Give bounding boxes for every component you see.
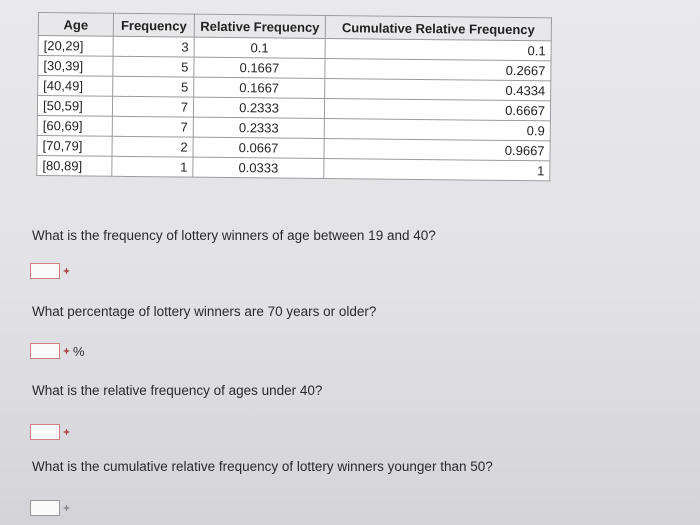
cell-frequency: 1: [112, 156, 193, 177]
cell-cumulative: 0.9667: [324, 139, 550, 161]
question-1-answer-row: [30, 263, 70, 279]
question-4-answer-row: [30, 500, 70, 516]
cell-relative: 0.2333: [193, 117, 324, 138]
cell-cumulative: 0.1: [325, 39, 551, 61]
header-frequency: Frequency: [113, 13, 194, 37]
asterisk-icon: [63, 429, 70, 436]
cell-relative: 0.1: [194, 37, 325, 58]
cell-cumulative: 0.2667: [325, 59, 551, 81]
percent-unit: %: [73, 343, 85, 359]
cell-age: [20,29]: [38, 36, 113, 57]
cell-age: [70,79]: [37, 135, 112, 156]
cell-frequency: 2: [112, 136, 193, 157]
cell-relative: 0.0333: [193, 157, 324, 178]
asterisk-icon: [63, 505, 70, 512]
question-2-answer-input[interactable]: [30, 343, 60, 359]
cell-relative: 0.1667: [194, 57, 325, 78]
question-1-answer-input[interactable]: [30, 263, 60, 279]
question-4-text: What is the cumulative relative frequency of lottery winners younger than 50?: [32, 459, 493, 474]
question-1-text: What is the frequency of lottery winners of age between 19 and 40?: [32, 228, 436, 243]
header-cumulative-relative-frequency: Cumulative Relative Frequency: [325, 16, 551, 41]
cell-age: [40,49]: [38, 76, 113, 97]
question-3-answer-input[interactable]: [30, 424, 60, 440]
cell-frequency: 7: [112, 116, 193, 137]
asterisk-icon: [63, 348, 70, 355]
cell-cumulative: 0.9: [324, 119, 550, 141]
cell-cumulative: 0.4334: [325, 79, 551, 101]
cell-frequency: 5: [113, 56, 194, 77]
cell-cumulative: 1: [324, 159, 550, 181]
question-3-text: What is the relative frequency of ages under 40?: [32, 383, 323, 398]
cell-age: [50,59]: [37, 96, 112, 117]
cell-frequency: 3: [113, 36, 194, 57]
cell-relative: 0.1667: [194, 77, 325, 98]
header-relative-frequency: Relative Frequency: [194, 14, 325, 38]
header-age: Age: [38, 13, 113, 37]
cell-age: [80,89]: [37, 155, 112, 176]
cell-frequency: 7: [112, 96, 193, 117]
cell-relative: 0.2333: [193, 97, 324, 118]
cell-age: [60,69]: [37, 115, 112, 136]
asterisk-icon: [63, 268, 70, 275]
question-2-text: What percentage of lottery winners are 70 years or older?: [32, 304, 377, 319]
question-2-answer-row: [30, 343, 85, 359]
cell-age: [30,39]: [38, 56, 113, 77]
table-row: [37, 155, 550, 180]
cell-frequency: 5: [113, 76, 194, 97]
cell-cumulative: 0.6667: [324, 99, 550, 121]
question-4-answer-input[interactable]: [30, 500, 60, 516]
question-3-answer-row: [30, 424, 70, 440]
cell-relative: 0.0667: [193, 137, 324, 158]
frequency-table: [36, 12, 552, 181]
